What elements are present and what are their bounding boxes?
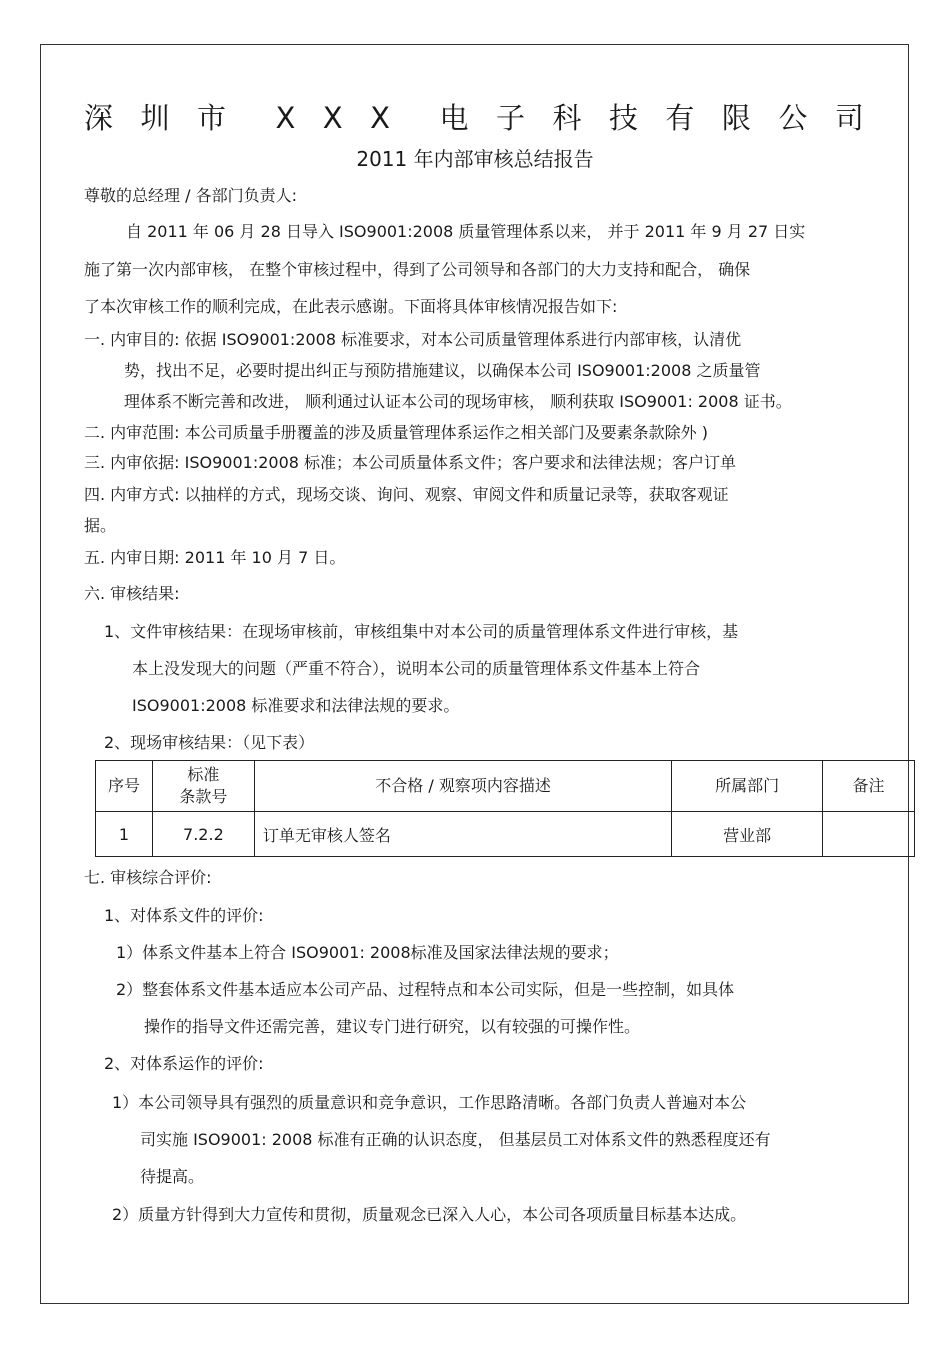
company-char: 市 [196,101,226,135]
company-char: 深 [84,101,114,135]
evaluation-item: 操作的指导文件还需完善，建议专门进行研究，以有较强的可操作性。 [144,1017,641,1036]
purpose-line: 势，找出不足，必要时提出纠正与预防措施建议，以确保本公司 ISO9001:2008 之质量管 [124,361,761,380]
doc-review-line: ISO9001:2008 标准要求和法律法规的要求。 [132,696,460,715]
col-header-clause [152,761,254,812]
salutation: 尊敬的总经理 / 各部门负责人: [84,186,297,205]
cell-clause: 7.2.2 [152,812,254,857]
intro-line: 施了第一次内部审核， 在整个审核过程中，得到了公司领导和各部门的大力支持和配合， 确保 [84,260,751,279]
audit-table [95,760,915,857]
company-char: 子 [495,101,525,135]
clause-header-text: 标准 条款号 [179,765,228,806]
evaluation-item: 2）整套体系文件基本适应本公司产品、过程特点和本公司实际，但是一些控制，如具体 [116,980,735,999]
scope-line: 二. 内审范围: 本公司质量手册覆盖的涉及质量管理体系运作之相关部门及要素条款除外 ) [84,423,708,442]
cell-department: 营业部 [672,812,823,857]
basis-line: 三. 内审依据: ISO9001:2008 标准；本公司质量体系文件；客户要求和法律法规；客户订单 [84,453,737,472]
doc-review-line: 本上没发现大的问题（严重不符合），说明本公司的质量管理体系文件基本上符合 [132,659,701,678]
company-char: 技 [608,101,638,135]
purpose-line: 理体系不断完善和改进， 顺利通过认证本公司的现场审核， 顺利获取 ISO9001: 2008 证书。 [124,392,792,411]
evaluation-item: 2）质量方针得到大力宣传和贯彻，质量观念已深入人心，本公司各项质量目标基本达成。 [112,1205,747,1224]
company-name [84,100,864,136]
evaluation-sub-heading: 1、对体系文件的评价: [104,906,264,925]
method-line: 四. 内审方式: 以抽样的方式，现场交谈、询问、观察、审阅文件和质量记录等，获取客观证 [84,485,729,504]
company-char: 电 [439,101,469,135]
company-char: 有 [665,101,695,135]
company-char: 科 [552,101,582,135]
col-header-remarks: 备注 [823,761,915,812]
method-line: 据。 [84,516,117,535]
evaluation-sub-heading: 2、对体系运作的评价: [104,1054,264,1073]
company-char: X [275,101,296,135]
evaluation-item: 待提高。 [140,1167,205,1186]
evaluation-item: 司实施 ISO9001: 2008 标准有正确的认识态度， 但基层员工对体系文件的熟悉程度还有 [140,1130,771,1149]
evaluation-item: 1）体系文件基本上符合 ISO9001: 2008标准及国家法律法规的要求； [116,943,619,962]
col-header-description: 不合格 / 观察项内容描述 [254,761,671,812]
company-char: X [322,101,343,135]
company-char: 司 [834,101,864,135]
intro-line: 自 2011 年 06 月 28 日导入 ISO9001:2008 质量管理体系以来， 并于 2011 年 9 月 27 日实 [126,222,806,241]
company-char: 限 [721,101,751,135]
results-heading: 六. 审核结果: [84,584,180,603]
company-char: X [370,101,391,135]
site-review-line: 2、现场审核结果：（见下表） [104,733,315,752]
company-char: 公 [778,101,808,135]
purpose-line: 一. 内审目的: 依据 ISO9001:2008 标准要求，对本公司质量管理体系进行内部审核，认清优 [84,330,742,349]
cell-index: 1 [96,812,153,857]
date-line: 五. 内审日期: 2011 年 10 月 7 日。 [84,548,346,567]
table-row [96,812,915,857]
evaluation-item: 1）本公司领导具有强烈的质量意识和竞争意识，工作思路清晰。各部门负责人普遍对本公 [112,1093,747,1112]
doc-review-line: 1、文件审核结果：在现场审核前，审核组集中对本公司的质量管理体系文件进行审核，基 [104,622,739,641]
cell-description: 订单无审核人签名 [254,812,671,857]
intro-line: 了本次审核工作的顺利完成，在此表示感谢。下面将具体审核情况报告如下: [84,297,618,316]
cell-remarks [823,812,915,857]
evaluation-heading: 七. 审核综合评价: [84,868,212,887]
col-header-index: 序号 [96,761,153,812]
table-header-row [96,761,915,812]
company-char: 圳 [140,101,170,135]
report-title: 2011 年内部审核总结报告 [356,147,594,171]
col-header-department: 所属部门 [672,761,823,812]
